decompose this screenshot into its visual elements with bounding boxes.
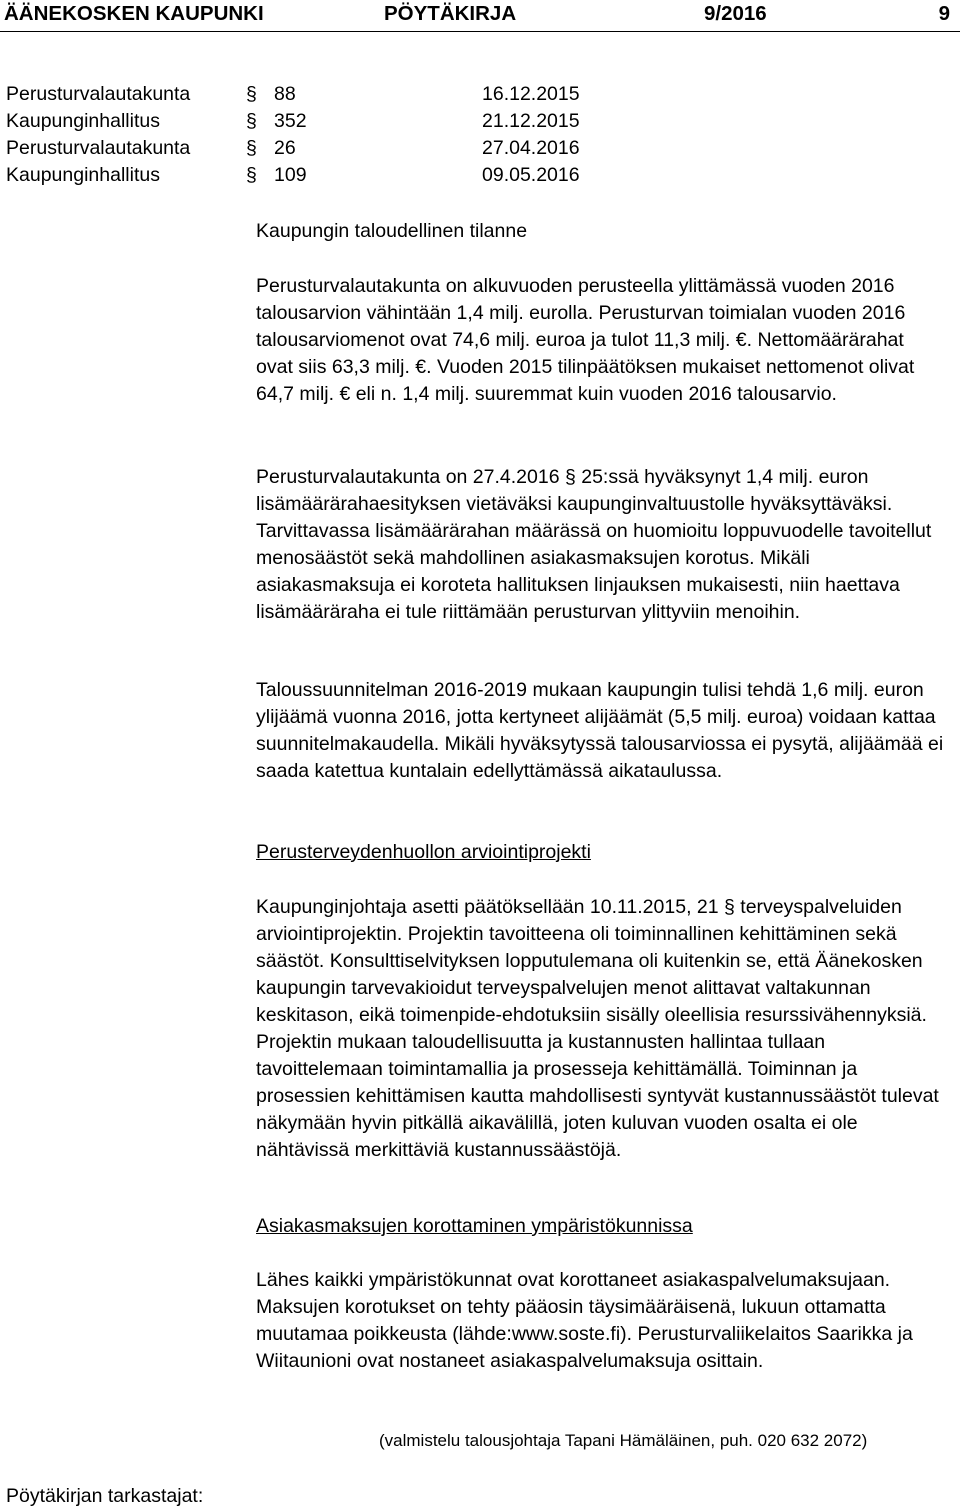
history-section-number: 109 bbox=[274, 164, 307, 186]
document-type: PÖYTÄKIRJA bbox=[384, 2, 517, 25]
history-body: Perusturvalautakunta bbox=[6, 137, 191, 159]
paragraph: Perusturvalautakunta on alkuvuoden perusteella ylittämässä vuoden 2016 talousarvion vähintään 1,4 milj. eurolla. Perusturvan toimialan vuoden 2016 talousarviomenot ovat 74,6 milj. euroa ja tulot 11,3 milj. €. Nettomäärärahat ovat siis 63,3 milj. €. Vuoden 2015 tilinpäätöksen mukaiset nettomenot olivat 64,7 milj. € eli n. 1,4 milj. suuremmat kuin vuoden 2016 talousarvio. bbox=[256, 275, 915, 405]
healthcare-paragraph bbox=[256, 894, 946, 1164]
history-date: 27.04.2016 bbox=[482, 137, 580, 159]
history-date: 09.05.2016 bbox=[482, 164, 580, 186]
minutes-checkers-label: Pöytäkirjan tarkastajat: bbox=[6, 1485, 204, 1507]
history-body: Perusturvalautakunta bbox=[6, 83, 191, 105]
section-title: Asiakasmaksujen korottaminen ympäristökunnissa bbox=[256, 1215, 693, 1237]
section-healthcare-title bbox=[256, 839, 946, 866]
section-sign: § bbox=[246, 110, 257, 132]
paragraph: Perusturvalautakunta on 27.4.2016 § 25:ssä hyväksynyt 1,4 milj. euron lisämäärärahaesityksen vietäväksi kaupunginvaltuustolle hyväksyttäväksi. Tarvittavassa lisämäärärahan määrässä on huomioitu loppuvuodelle tavoitellut menosäästöt sekä mahdollinen asiakasmaksujen korotus. Mikäli asiakasmaksuja ei koroteta hallituksen linjauksen mukaisesti, niin haettava lisämääräraha ei tule riittämään perusturvan ylittyviin menoihin. bbox=[256, 466, 932, 623]
economy-paragraph-1 bbox=[256, 273, 946, 408]
history-section-number: 88 bbox=[274, 83, 296, 105]
section-sign: § bbox=[246, 164, 257, 186]
history-body: Kaupunginhallitus bbox=[6, 164, 160, 186]
history-row bbox=[6, 135, 646, 162]
section-title: Perusterveydenhuollon arviointiprojekti bbox=[256, 841, 591, 863]
city-name: ÄÄNEKOSKEN KAUPUNKI bbox=[4, 2, 264, 25]
section-sign: § bbox=[246, 137, 257, 159]
history-row bbox=[6, 108, 646, 135]
document-number: 9/2016 bbox=[704, 2, 767, 25]
history-section-number: 26 bbox=[274, 137, 296, 159]
history-date: 21.12.2015 bbox=[482, 110, 580, 132]
section-fees-title bbox=[256, 1213, 946, 1240]
preparer-note: (valmistelu talousjohtaja Tapani Hämäläinen, puh. 020 632 2072) bbox=[379, 1431, 868, 1450]
history-row bbox=[6, 162, 646, 189]
paragraph: Taloussuunnitelman 2016-2019 mukaan kaupungin tulisi tehdä 1,6 milj. euron ylijäämä vuonna 2016, jotta kertyneet alijäämät (5,5 milj. euroa) voidaan kattaa suunnitelmakaudella. Mikäli hyväksytyssä talousarviossa ei pysytä, alijäämää ei saada katettua kuntalain edellyttämässä aikataulussa. bbox=[256, 679, 944, 782]
section-sign: § bbox=[246, 83, 257, 105]
economy-paragraph-3 bbox=[256, 677, 946, 785]
section-title: Kaupungin taloudellinen tilanne bbox=[256, 220, 528, 242]
history-body: Kaupunginhallitus bbox=[6, 110, 160, 132]
header-divider bbox=[0, 31, 960, 32]
handling-history bbox=[6, 81, 646, 189]
history-section-number: 352 bbox=[274, 110, 307, 132]
paragraph: Lähes kaikki ympäristökunnat ovat korottaneet asiakaspalvelumaksujaan. Maksujen korotukset on tehty pääosin täysimääräisenä, lukuun ottamatta muutamaa poikkeusta (lähde:www.soste.fi). Perusturvaliikelaitos Saarikka ja Wiitaunioni ovat nostaneet asiakaspalvelumaksuja osittain. bbox=[256, 1269, 913, 1372]
page-number: 9 bbox=[938, 2, 950, 25]
fees-paragraph bbox=[256, 1267, 946, 1375]
economy-paragraph-2 bbox=[256, 464, 946, 626]
page-header bbox=[0, 0, 960, 30]
history-date: 16.12.2015 bbox=[482, 83, 580, 105]
section-economy-title bbox=[256, 218, 946, 245]
paragraph: Kaupunginjohtaja asetti päätöksellään 10.11.2015, 21 § terveyspalveluiden arviointiprojektin. Projektin tavoitteena oli toiminnallinen kehittäminen sekä säästöt. Konsulttiselvityksen lopputulemana oli kuitenkin se, että Äänekosken kaupungin tarvevakioidut terveyspalvelujen menot alittavat valtakunnan keskitason, eikä toimenpide-ehdotuksiin sisälly oleellisia resurssivähennyksiä. Projektin mukaan taloudellisuutta ja kustannusten hallintaa tullaan tavoittelemaan toimintamallia ja prosesseja kehittämällä. Toiminnan ja prosessien kehittämisen kautta mahdollisesti syntyvät kustannussäästöt tulevat näkymään hyvin pitkällä aikavälillä, joten kuluvan vuoden osalta ei ole nähtävissä merkittäviä kustannussäästöjä. bbox=[256, 896, 939, 1161]
history-row bbox=[6, 81, 646, 108]
